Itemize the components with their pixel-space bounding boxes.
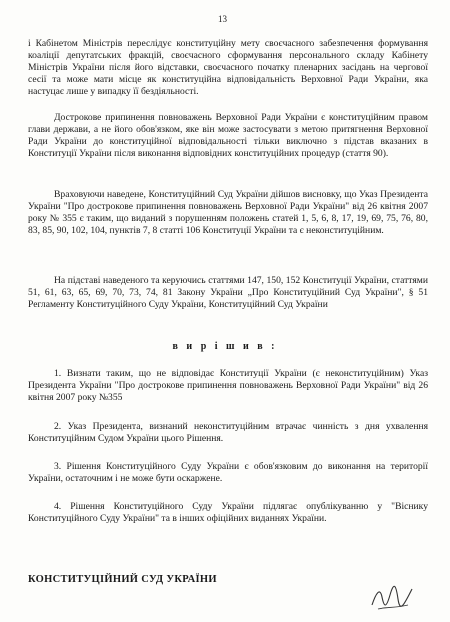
court-name: КОНСТИТУЦІЙНИЙ СУД УКРАЇНИ: [28, 574, 217, 585]
paragraph-4: На підставі наведеного та керуючись статтями 147, 150, 152 Конституції України, статтями 51, 61, 63, 65, 69, 70, 73, 74, 81 Закону України „Про Конституційний Суд України", § 51 Регламенту Конституційного Суду України, Конституційний Суд України: [28, 275, 428, 311]
decision-item-3: 3. Рішення Конституційного Суду України є обов'язковим до виконання на території України, остаточним і не може бути оскаржене.: [28, 461, 428, 485]
decision-item-1: 1. Визнати таким, що не відповідає Конституції України (є неконституційним) Указ Президента України "Про дострокове припинення повноважень Верховної Ради України" від 26 квітня 2007 року №355: [28, 368, 428, 404]
page-number: 13: [218, 14, 227, 24]
handwritten-signature: [368, 575, 416, 615]
decision-item-4: 4. Рішення Конституційного Суду України підлягає опублікуванню у "Віснику Конституційного Суду України" та в інших офіційних виданнях України.: [28, 501, 428, 525]
paragraph-3: Враховуючи наведене, Конституційний Суд України дійшов висновку, що Указ Президента України "Про дострокове припинення повноважень Верховної Ради України" від 26 квітня 2007 року № 355 є таким, що виданий з порушенням положень статей 1, 5, 6, 8, 17, 19, 69, 75, 76, 80, 83, 85, 90, 102, 104, пунктів 7, 8 статті 106 Конституції України та є неконституційним.: [28, 189, 428, 237]
paragraph-1: і Кабінетом Міністрів переслідує конституційну мету своєчасного забезпечення формування коаліції депутатських фракцій, своєчасного сформування персонального складу Кабінету Міністрів України після його відставки, своєчасного початку пленарних засідань на чергової сесії та може мати місце як конституційна відповідальність Верховної Ради України, яка настуцає лише у випадку її бездіяльності.: [28, 38, 428, 98]
decision-item-2: 2. Указ Президента, визнаний неконституційним втрачає чинність з дня ухвалення Конституційним Судом України цього Рішення.: [28, 421, 428, 445]
paragraph-2: Дострокове припинення повноважень Верховної Ради України є конституційним правом глави держави, а не його обов'язком, яке він може застосувати з метою притягнення Верховної Ради України до конституційної відповідальності тільки виключно з підстав вказаних в Конституції України після виконання відповідних конституційних процедур (стаття 90).: [28, 112, 428, 160]
decision-heading: в и р і ш и в :: [172, 341, 278, 352]
